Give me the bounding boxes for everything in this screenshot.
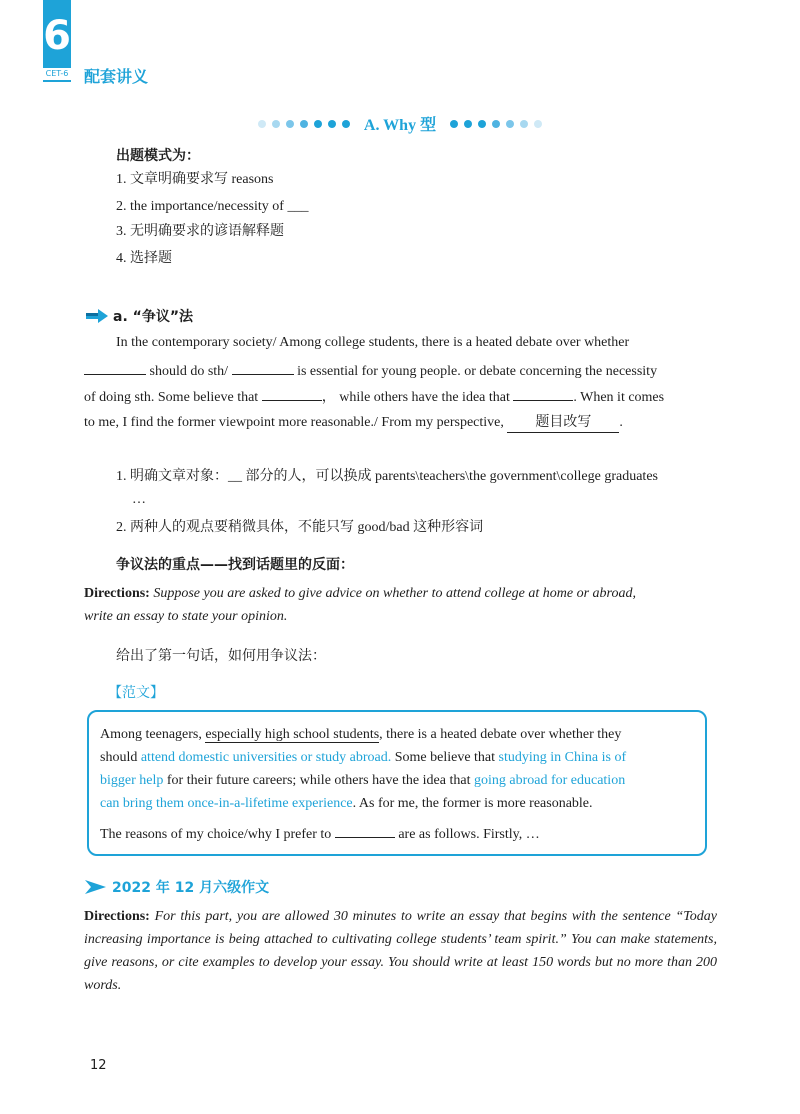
section-title: A. Why 型: [363, 117, 437, 134]
sample-line-5: [100, 823, 696, 846]
note-1: 1. 明确文章对象：__ 部分的人，可以换成 parents\teachers\the government\college graduates: [116, 469, 658, 484]
text-run: of doing sth. Some believe that: [84, 390, 262, 405]
left-dots-decoration: [258, 120, 350, 128]
directions-2: [84, 905, 717, 997]
text-run: For this part, you are allowed 30 minutes to write an essay that begins with the sentence “Today increasing importance is being attached to cultivating college students’ team spirit.” You can make statements, give reasons, or cite examples to develop your essay. You should write at least 150 words but no more than 200 words.: [84, 909, 717, 993]
blank-line: [335, 823, 395, 838]
right-dots-decoration: [450, 120, 542, 128]
text-run: Among teenagers,: [100, 727, 206, 742]
method-a-heading: a. “争议”法: [113, 309, 194, 325]
text-run: .: [619, 415, 623, 430]
text-run: ， while others have the idea that: [321, 390, 514, 405]
first-sentence-note: 给出了第一句话，如何用争议法：: [116, 649, 326, 664]
blank-line: [262, 386, 322, 401]
header-title: 配套讲义: [84, 67, 149, 86]
note-2: 2. 两种人的观点要稍微具体，不能只写 good/bad 这种形容词: [116, 520, 484, 535]
highlighted-phrase: bigger help: [100, 773, 164, 788]
text-run: Suppose you are asked to give advice on whether to attend college at home or abroad,: [149, 586, 636, 601]
method-a-line-3: [84, 386, 664, 408]
highlighted-phrase: attend domestic universities or study abroad.: [140, 750, 392, 765]
text-run: is essential for young people. or debate concerning the necessity: [293, 364, 658, 379]
text-run: The reasons of my choice/why I prefer to: [100, 827, 335, 842]
pattern-item-1: 1. 文章明确要求写 reasons: [116, 172, 274, 187]
directions-1-line-1: [84, 584, 636, 604]
text-run: Some believe that: [391, 750, 499, 765]
page-number: 12: [90, 1058, 107, 1073]
section-title-bar: [0, 112, 800, 135]
method-a-line-1: In the contemporary society/ Among college students, there is a heated debate over whether: [116, 335, 630, 350]
exam-heading: 2022 年 12 月六级作文: [112, 880, 270, 896]
text-run: , there is a heated debate over whether they: [379, 727, 622, 742]
pattern-item-2: 2. the importance/necessity of ___: [116, 199, 309, 214]
method-a-line-4: [84, 413, 623, 433]
text-run: are as follows. Firstly, …: [394, 827, 540, 842]
sample-essay-text: [100, 723, 696, 846]
text-run: should: [100, 750, 141, 765]
sample-line-2: [100, 746, 696, 769]
directions-1-line-2: [84, 607, 287, 627]
pattern-item-3: 3. 无明确要求的谚语解释题: [116, 224, 284, 239]
note-1-continuation: …: [132, 492, 146, 507]
text-run: . When it comes: [573, 390, 665, 405]
directions-label: Directions:: [84, 586, 150, 601]
blank-line: [84, 360, 146, 375]
blank-line: [513, 386, 573, 401]
sample-label: 【范文】: [108, 685, 164, 701]
sample-line-4: [100, 792, 696, 815]
rewrite-topic-blank: 题目改写: [507, 414, 619, 433]
highlighted-phrase: can bring them once-in-a-lifetime experience: [100, 796, 353, 811]
text-run: . As for me, the former is more reasonable.: [352, 796, 593, 811]
sample-line-1: [100, 723, 696, 746]
sample-line-3: [100, 769, 696, 792]
text-run: should do sth/: [146, 364, 232, 379]
cet-label: CET-6: [43, 68, 71, 80]
header-divider: [43, 80, 71, 82]
highlighted-phrase: studying in China is of: [498, 750, 627, 765]
focus-heading: 争议法的重点——找到话题里的反面：: [116, 557, 354, 573]
chapter-number: 6: [43, 13, 71, 59]
text-run: for their future careers; while others have the idea that: [163, 773, 474, 788]
chevron-arrow-icon: [84, 879, 108, 895]
blank-line: [232, 360, 294, 375]
directions-label: Directions:: [84, 909, 150, 924]
pattern-heading: 出题模式为：: [116, 148, 200, 164]
text-run: to me, I find the former viewpoint more reasonable./ From my perspective,: [84, 415, 508, 430]
method-a-line-2: [84, 360, 657, 382]
highlighted-phrase: going abroad for education: [473, 773, 626, 788]
pattern-item-4: 4. 选择题: [116, 251, 172, 266]
pointer-arrow-icon: [84, 308, 110, 324]
underlined-phrase: especially high school students: [205, 727, 380, 742]
text-run: write an essay to state your opinion.: [84, 609, 288, 624]
